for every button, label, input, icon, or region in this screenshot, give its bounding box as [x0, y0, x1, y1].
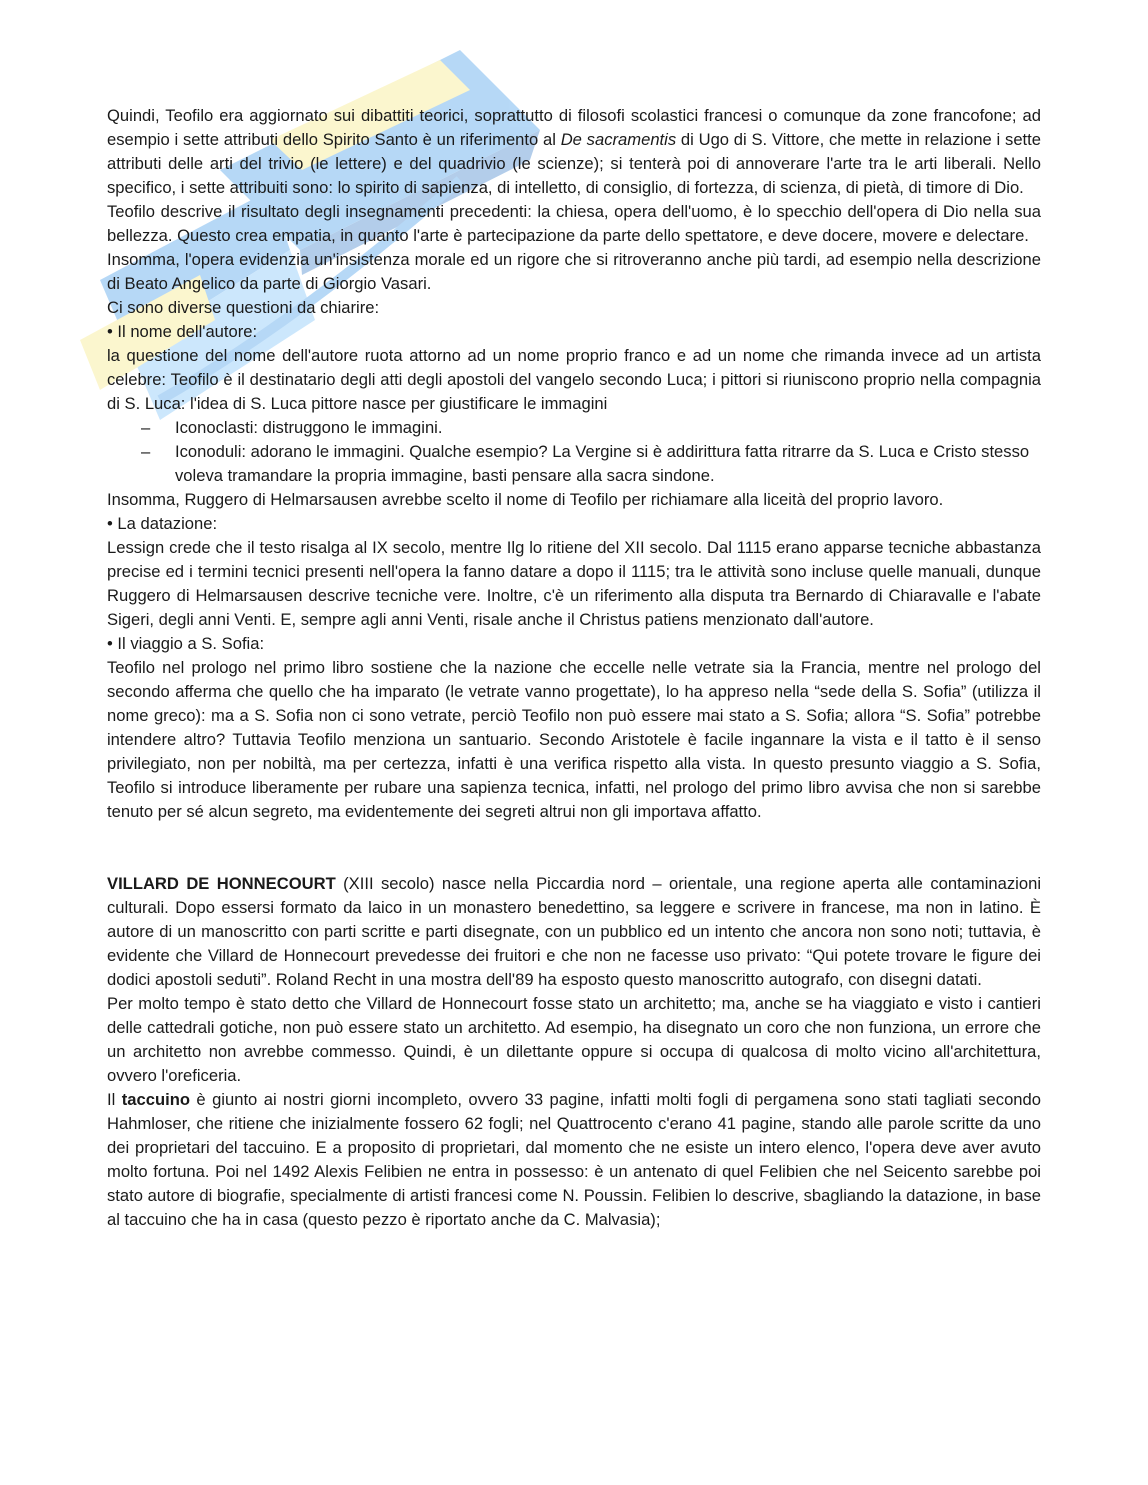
paragraph: Quindi, Teofilo era aggiornato sui dibattiti teorici, soprattutto di filosofi scolastici francesi o comunque da zone francofone; ad esempio i sette attributi dello Spirito Santo è un riferimento al De sacramentis di Ugo di S. Vittore, che mette in relazione i sette attributi delle arti del trivio (le lettere) e del quadrivio (le scienze); si tenterà poi di annoverare l'arte tra le arti liberali. Nello specifico, i sette attribuiti sono: lo spirito di sapienza, di intelletto, di consiglio, di fortezza, di scienza, di pietà, di timore di Dio. [107, 106, 1041, 197]
list-item: – Iconoclasti: distruggono le immagini. [107, 416, 1041, 440]
paragraph: VILLARD DE HONNECOURT (XIII secolo) nasce nella Piccardia nord – orientale, una regione aperta alle contaminazioni culturali. Dopo essersi formato da laico in un monastero benedettino, sa leggere e scrivere in francese, ma non in latino. È autore di un manoscritto con parti scritte e parti disegnate, con un pubblico ed un intento che ancora non sono noti; tuttavia, è evidente che Villard de Honnecourt prevedesse dei fruitori e che non ne facesse uso privato: “Qui potete trovare le figure dei dodici apostoli seduti”. Roland Recht in una mostra dell'89 ha esposto questo manoscritto autografo, con disegni datati. [107, 874, 1042, 989]
bullet-heading: • Il viaggio a S. Sofia: [107, 634, 265, 653]
section-title: VILLARD DE HONNECOURT [107, 874, 336, 893]
list-item: – Iconoduli: adorano le immagini. Qualche esempio? La Vergine si è addirittura fatta ritrarre da S. Luca e Cristo stesso voleva tramandare la propria immagine, basti pensare alla sacra sindone. [141, 442, 1030, 485]
paragraph: Per molto tempo è stato detto che Villard de Honnecourt fosse stato un architetto; ma, anche se ha viaggiato e visto i cantieri delle cattedrali gotiche, non può essere stato un architetto. Ad esempio, ha disegnato un coro che non funziona, un errore che un architetto non avrebbe commesso. Quindi, è un dilettante oppure si occupa di qualcosa di molto vicino all'architettura, ovvero l'oreficeria. [107, 994, 1041, 1085]
dash-bullet: – [141, 442, 151, 461]
paragraph: Teofilo nel prologo nel primo libro sostiene che la nazione che eccelle nelle vetrate sia la Francia, mentre nel prologo del secondo afferma che quello che ha imparato (le vetrate vanno progettate), lo ha appreso nella “sede della S. Sofia” (utilizza il nome greco): ma a S. Sofia non ci sono vetrate, perciò Teofilo non può essere mai stato a S. Sofia; allora “S. Sofia” potrebbe intendere altro? Tuttavia Teofilo menziona un santuario. Secondo Aristotele è facile ingannare la vista e il tatto è il senso privilegiato, non per nobiltà, ma per certezza, infatti è una verifica rispetto alla vista. In questo presunto viaggio a S. Sofia, Teofilo si introduce liberamente per rubare una sapienza tecnica, infatti, nel prologo del primo libro avvisa che non si sarebbe tenuto per sé alcun segreto, ma evidentemente dei segreti altrui non gli importava affatto. [107, 658, 1041, 821]
paragraph: Teofilo descrive il risultato degli insegnamenti precedenti: la chiesa, opera dell'uomo, è lo specchio dell'opera di Dio nella sua bellezza. Questo crea empatia, in quanto l'arte è partecipazione da parte dello spettatore, e deve docere, movere e delectare. [107, 202, 1041, 245]
paragraph: Lessign crede che il testo risalga al IX secolo, mentre Ilg lo ritiene del XII secolo. Dal 1115 erano apparse tecniche abbastanza precise ed i termini tecnici presenti nell'opera la fanno datare a dopo il 1115; tra le attività sono incluse quelle manuali, dunque Ruggero di Helmarsausen descrive tecniche vere. Inoltre, c'è un riferimento alla disputa tra Bernardo di Chiaravalle e l'abate Sigeri, degli anni Venti. E, sempre agli anni Venti, risale anche il Christus patiens menzionato dall'autore. [107, 538, 1041, 629]
paragraph: Il taccuino è giunto ai nostri giorni incompleto, ovvero 33 pagine, infatti molti fogli di pergamena sono stati tagliati secondo Hahmloser, che ritiene che inizialmente fossero 62 fogli; nel Quattrocento c'erano 41 pagine, stando alle parole scritte da uno dei proprietari del taccuino. E a proposito di proprietari, dal momento che ne esiste un intero elenco, l'opera deve aver avuto molto fortuna. Poi nel 1492 Alexis Felibien ne entra in possesso: è un antenato di quel Felibien che nel Seicento sarebbe poi stato autore di biografie, specialmente di artisti francesi come N. Poussin. Felibien lo descrive, sbagliando la datazione, in base al taccuino che ha in casa (questo pezzo è riportato anche da C. Malvasia); [107, 1090, 1041, 1229]
paragraph: Insomma, l'opera evidenzia un'insistenza morale ed un rigore che si ritroveranno anche più tardi, ad esempio nella descrizione di Beato Angelico da parte di Giorgio Vasari. [107, 250, 1041, 293]
dash-bullet: – [141, 418, 151, 437]
bullet-heading: • La datazione: [107, 514, 218, 533]
paragraph: la questione del nome dell'autore ruota attorno ad un nome proprio franco e ad un nome che rimanda invece ad un artista celebre: Teofilo è il destinatario degli atti degli apostoli del vangelo secondo Luca; i pittori si riuniscono proprio nella compagnia di S. Luca: l'idea di S. Luca pittore nasce per giustificare le immagini [107, 346, 1041, 413]
document-page [107, 104, 1041, 1232]
paragraph: Insomma, Ruggero di Helmarsausen avrebbe scelto il nome di Teofilo per richiamare alla liceità del proprio lavoro. [107, 490, 944, 509]
dash-list [107, 416, 1041, 488]
section-gap [107, 824, 1041, 872]
bullet-heading: • Il nome dell'autore: [107, 322, 258, 341]
paragraph: Ci sono diverse questioni da chiarire: [107, 298, 380, 317]
